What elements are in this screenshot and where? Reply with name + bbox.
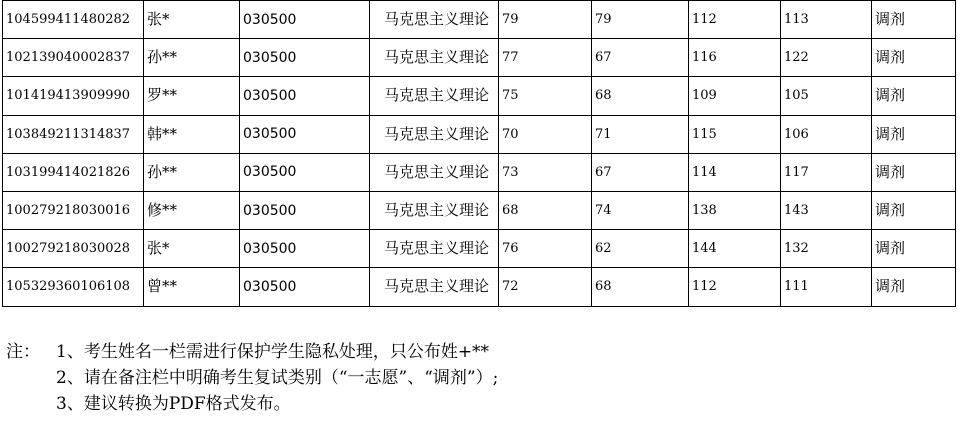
exam-id-cell: 102139040002837 <box>3 39 144 77</box>
score-4-cell: 122 <box>781 39 872 77</box>
score-2-cell: 71 <box>592 115 689 153</box>
table-row <box>3 115 956 153</box>
major-code-cell: 030500 <box>240 191 370 229</box>
table-row <box>3 77 956 115</box>
major-code-cell: 030500 <box>240 115 370 153</box>
score-1-cell: 77 <box>499 39 592 77</box>
note-text-3: 3、建议转换为PDF格式发布。 <box>56 394 291 414</box>
notes-label: 注： <box>6 342 40 362</box>
major-name-cell: 马克思主义理论 <box>370 1 499 39</box>
student-name-cell: 韩** <box>144 115 240 153</box>
score-3-cell: 112 <box>689 1 781 39</box>
remark-cell: 调剂 <box>872 191 956 229</box>
score-2-cell: 79 <box>592 1 689 39</box>
remark-cell: 调剂 <box>872 115 956 153</box>
major-code-cell: 030500 <box>240 268 370 306</box>
student-name-cell: 孙** <box>144 153 240 191</box>
table-row <box>3 1 956 39</box>
major-name-cell: 马克思主义理论 <box>370 191 499 229</box>
score-1-cell: 70 <box>499 115 592 153</box>
student-name-cell: 张* <box>144 230 240 268</box>
score-2-cell: 68 <box>592 77 689 115</box>
student-name-cell: 修** <box>144 191 240 229</box>
note-text-1: 1、考生姓名一栏需进行保护学生隐私处理，只公布姓+** <box>56 342 490 362</box>
major-name-cell: 马克思主义理论 <box>370 230 499 268</box>
score-4-cell: 113 <box>781 1 872 39</box>
exam-id-cell: 103199414021826 <box>3 153 144 191</box>
major-code-cell: 030500 <box>240 230 370 268</box>
note-line-2 <box>6 365 498 391</box>
table-row <box>3 268 956 306</box>
score-3-cell: 112 <box>689 268 781 306</box>
score-1-cell: 68 <box>499 191 592 229</box>
student-name-cell: 曾** <box>144 268 240 306</box>
table-row <box>3 230 956 268</box>
exam-id-cell: 103849211314837 <box>3 115 144 153</box>
score-4-cell: 111 <box>781 268 872 306</box>
major-code-cell: 030500 <box>240 39 370 77</box>
major-code-cell: 030500 <box>240 1 370 39</box>
major-code-cell: 030500 <box>240 77 370 115</box>
student-name-cell: 罗** <box>144 77 240 115</box>
note-line-1 <box>6 339 498 365</box>
score-2-cell: 74 <box>592 191 689 229</box>
score-4-cell: 106 <box>781 115 872 153</box>
remark-cell: 调剂 <box>872 39 956 77</box>
major-code-cell: 030500 <box>240 153 370 191</box>
admission-table <box>2 0 956 307</box>
notes-section <box>6 339 498 417</box>
table-row <box>3 153 956 191</box>
major-name-cell: 马克思主义理论 <box>370 153 499 191</box>
major-name-cell: 马克思主义理论 <box>370 39 499 77</box>
remark-cell: 调剂 <box>872 153 956 191</box>
score-4-cell: 117 <box>781 153 872 191</box>
score-2-cell: 67 <box>592 153 689 191</box>
exam-id-cell: 100279218030016 <box>3 191 144 229</box>
note-text-2: 2、请在备注栏中明确考生复试类别（“一志愿”、“调剂”）; <box>56 368 499 388</box>
exam-id-cell: 104599411480282 <box>3 1 144 39</box>
score-1-cell: 79 <box>499 1 592 39</box>
exam-id-cell: 105329360106108 <box>3 268 144 306</box>
student-name-cell: 张* <box>144 1 240 39</box>
score-3-cell: 144 <box>689 230 781 268</box>
score-3-cell: 115 <box>689 115 781 153</box>
score-2-cell: 67 <box>592 39 689 77</box>
score-3-cell: 109 <box>689 77 781 115</box>
score-3-cell: 116 <box>689 39 781 77</box>
table-row <box>3 191 956 229</box>
exam-id-cell: 101419413909990 <box>3 77 144 115</box>
major-name-cell: 马克思主义理论 <box>370 115 499 153</box>
exam-id-cell: 100279218030028 <box>3 230 144 268</box>
note-line-3 <box>6 391 498 417</box>
table-body <box>3 1 956 307</box>
student-name-cell: 孙** <box>144 39 240 77</box>
score-3-cell: 114 <box>689 153 781 191</box>
score-1-cell: 73 <box>499 153 592 191</box>
score-2-cell: 68 <box>592 268 689 306</box>
score-2-cell: 62 <box>592 230 689 268</box>
score-1-cell: 72 <box>499 268 592 306</box>
table-row <box>3 39 956 77</box>
score-4-cell: 143 <box>781 191 872 229</box>
remark-cell: 调剂 <box>872 1 956 39</box>
major-name-cell: 马克思主义理论 <box>370 77 499 115</box>
score-1-cell: 75 <box>499 77 592 115</box>
score-4-cell: 132 <box>781 230 872 268</box>
remark-cell: 调剂 <box>872 268 956 306</box>
remark-cell: 调剂 <box>872 77 956 115</box>
score-3-cell: 138 <box>689 191 781 229</box>
score-1-cell: 76 <box>499 230 592 268</box>
major-name-cell: 马克思主义理论 <box>370 268 499 306</box>
remark-cell: 调剂 <box>872 230 956 268</box>
score-4-cell: 105 <box>781 77 872 115</box>
